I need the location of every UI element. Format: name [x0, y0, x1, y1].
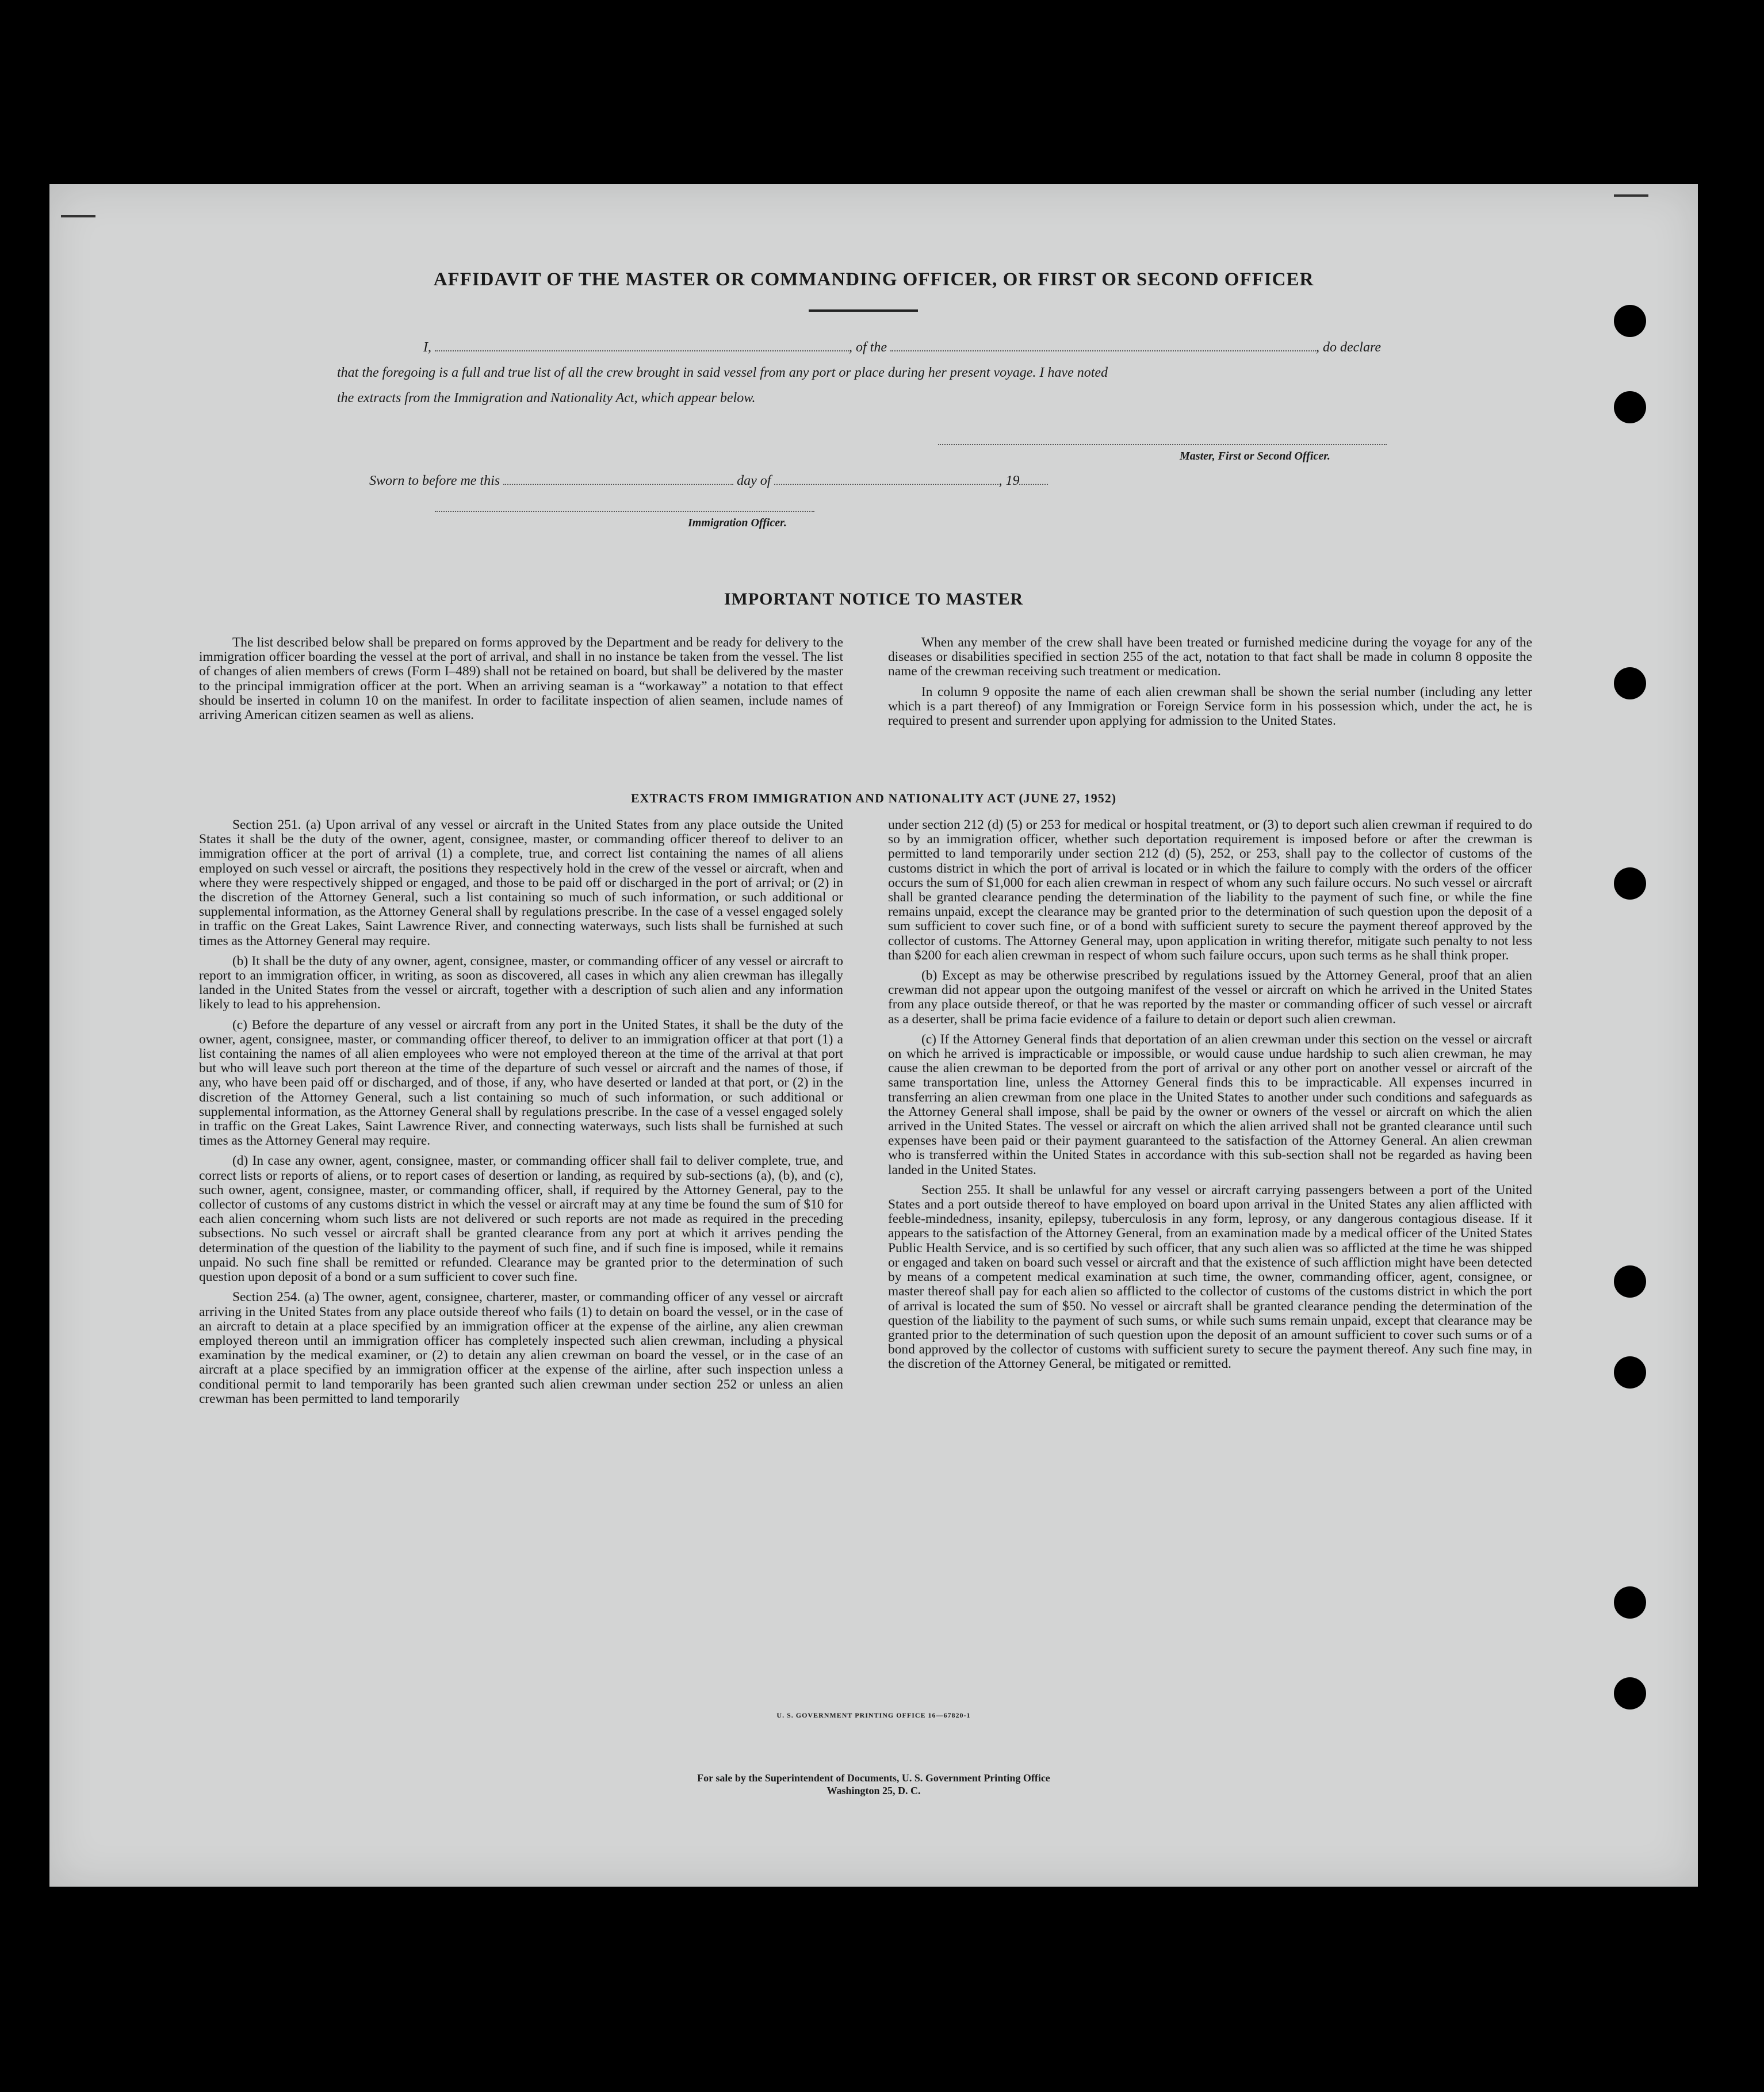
- master-caption: Master, First or Second Officer.: [1180, 450, 1330, 462]
- sworn-year-field[interactable]: [1019, 471, 1048, 485]
- day-of-label: day of: [737, 473, 771, 488]
- section-254-b: (b) Except as may be otherwise prescribed by regulations issued by the Attorney General, proof that an alien crewman did not appear upon the outgoing manifest of the vessel or aircraft on which he arrived in the United States from any place outside thereof, or that he was reported by the master or commanding officer of such vessel or aircraft as a deserter, shall be prima facie evidence of a failure to detain or deport such alien crewman.: [888, 968, 1532, 1027]
- binder-hole-6: [1614, 1356, 1646, 1389]
- extracts-right-column: [888, 818, 1532, 1378]
- sworn-month-field[interactable]: [774, 471, 998, 485]
- binder-hole-8: [1614, 1677, 1646, 1709]
- notice-left-column: [199, 636, 843, 728]
- declaration-line-1: [337, 335, 1447, 360]
- section-254-a-continued: under section 212 (d) (5) or 253 for medical or hospital treatment, or (3) to deport such alien crewman if required to do so by an immigration officer, whether such deportation requirement is imposed before or after the crewman is permitted to land temporarily under section 212 (d) (5), 252, or 253, shall pay to the collector of customs of the customs district in which the port of arrival is located or in which the failure to comply with the orders of the officer occurs the sum of $1,000 for each alien crewman in respect of whom any such failure occurs. No such vessel or aircraft shall be granted clearance pending the determination of the liability to the payment of such fine, or while the fine remains unpaid, except the clearance may be granted prior to the determination of such question upon the deposit of a sum sufficient to cover such fine, or of a bond with sufficient surety to secure the payment thereof approved by the collector of customs. The Attorney General may, upon application in writing therefor, mitigate such penalty to not less than $200 for each alien crewman in respect of whom such failure occurs, upon such terms as he shall think proper.: [888, 817, 1532, 963]
- declaration-line-2: that the foregoing is a full and true list of all the crew brought in said vessel from any port or place during her present voyage. I have noted: [337, 365, 1108, 380]
- binder-hole-2: [1614, 391, 1646, 423]
- notice-right-column: [888, 636, 1532, 734]
- vessel-field[interactable]: [890, 338, 1316, 351]
- sworn-day-field[interactable]: [503, 471, 733, 485]
- for-sale-line-1: For sale by the Superintendent of Documents, U. S. Government Printing Office: [697, 1772, 1050, 1784]
- officer-caption: Immigration Officer.: [688, 517, 787, 529]
- declaration-of-the: , of the: [849, 340, 887, 355]
- section-254-c: (c) If the Attorney General finds that deportation of an alien crewman under this section on the vessel or aircraft on which he arrived is impracticable or impossible, or would cause undue hardship to such alien crewman, he may cause the alien crewman to be deported from the port of arrival or any other port on another vessel or aircraft of the same transportation line, unless the Attorney General finds this to be impracticable. All expenses incurred in transferring an alien crewman from one place in the United States to another under such conditions and safeguards as the Attorney General shall impose, shall be paid by the owner or owners of the vessel or aircraft on which the alien arrived in the United States. The vessel or aircraft on which the alien arrived shall not be granted clearance until such expenses have been paid or their payment guaranteed to the satisfaction of the Attorney General. An alien crewman who is transferred within the United States in accordance with this sub-section shall not be regarded as having been landed in the United States.: [888, 1031, 1532, 1177]
- year-label: , 19: [998, 473, 1020, 488]
- declaration-line-3: the extracts from the Immigration and Nationality Act, which appear below.: [337, 391, 756, 406]
- section-251-b: (b) It shall be the duty of any owner, agent, consignee, master, or commanding officer of any vessel or aircraft to report to an immigration officer, in writing, as soon as discovered, all cases in which any alien crewman has illegally landed in the United States from the vessel or aircraft, together with a description of such alien and any information likely to lead to his apprehension.: [199, 953, 843, 1012]
- binder-hole-3: [1614, 667, 1646, 699]
- declaration-i: I,: [423, 340, 431, 355]
- officer-signature-line[interactable]: [435, 511, 814, 512]
- section-254-a: Section 254. (a) The owner, agent, consignee, charterer, master, or commanding officer of any vessel or aircraft arriving in the United States from any place outside thereof who fails (1) to detain on board the vessel, or in the case of an aircraft to detain at a place specified by an immigration officer at the expense of the airline, any alien crewman employed thereon until an immigration officer has completely inspected such alien crewman, including a physical examination by the medical examiner, or (2) to detain any alien crewman on board the vessel, or in the case of an aircraft at a place specified by an immigration officer at the expense of the airline, after such inspection unless a conditional permit to land temporarily has been granted such alien crewman under section 252 or unless an alien crewman has been permitted to land temporarily: [199, 1290, 843, 1406]
- for-sale-notice: [49, 1772, 1698, 1797]
- sworn-line: [369, 468, 1232, 494]
- section-251-a: Section 251. (a) Upon arrival of any vessel or aircraft in the United States from any place outside the United States it shall be the duty of the owner, agent, consignee, master, or commanding officer thereof to deliver to an immigration officer at the port of arrival (1) a complete, true, and correct list containing the names of all aliens employed on such vessel or aircraft, the positions they respectively hold in the crew of the vessel or aircraft, when and where they were respectively shipped or engaged, and those to be paid off or discharged in the port of arrival; or (2) in the discretion of the Attorney General, such a list containing so much of such information, or such additional or supplemental information, as the Attorney General shall by regulations prescribe. In the case of a vessel engaged solely in traffic on the Great Lakes, Saint Lawrence River, and connecting waterways, such lists shall be furnished at such times as the Attorney General may require.: [199, 817, 843, 949]
- binder-hole-7: [1614, 1586, 1646, 1619]
- binder-hole-4: [1614, 867, 1646, 900]
- notice-right-paragraph-2: In column 9 opposite the name of each alien crewman shall be shown the serial number (including any letter which is a part thereof) of any Immigration or Foreign Service form in his possession which, under the act, he is required to present and surrender upon applying for admission to the United States.: [888, 684, 1532, 729]
- name-field[interactable]: [435, 338, 849, 351]
- gpo-imprint: U. S. GOVERNMENT PRINTING OFFICE 16—67820-1: [776, 1711, 971, 1719]
- notice-left-paragraph: The list described below shall be prepared on forms approved by the Department and be ready for delivery to the immigration officer boarding the vessel at the port of arrival, and shall in no instance be taken from the vessel. The list of changes of alien members of crews (Form I–489) shall not be retained on board, but shall be delivered by the master to the principal immigration officer at the port. When an arriving seaman is a “workaway” a notation to that effect should be inserted in column 10 on the manifest. In order to facilitate inspection of alien seamen, include names of arriving American citizen seamen as well as aliens.: [199, 635, 843, 723]
- section-251-d: (d) In case any owner, agent, consignee, master, or commanding officer shall fail to deliver complete, true, and correct lists or reports of aliens, or to report cases of desertion or landing, as required by sub-sections (a), (b), and (c), such owner, agent, consignee, master, or commanding officer, shall, if required by the Attorney General, pay to the collector of customs of any customs district in which the vessel or aircraft may at any time be found the sum of $10 for each alien concerning whom such lists are not delivered or such reports are not made as required in the preceding subsections. No such vessel or aircraft shall be granted clearance from any port at which it arrives pending the determination of the question of the liability to the payment of such fine, and if such fine is imposed, while it remains unpaid. No such fine shall be remitted or refunded. Clearance may be granted prior to the determination of such question upon deposit of a bond or a sum sufficient to cover such fine.: [199, 1153, 843, 1285]
- binder-hole-1: [1614, 305, 1646, 337]
- notice-right-paragraph-1: When any member of the crew shall have been treated or furnished medicine during the voyage for any of the diseases or disabilities specified in section 255 of the act, notation to that fact shall be made in column 8 opposite the name of the crewman receiving such treatment or medication.: [888, 635, 1532, 679]
- for-sale-line-2: Washington 25, D. C.: [826, 1785, 921, 1796]
- extracts-title: EXTRACTS FROM IMMIGRATION AND NATIONALITY ACT (JUNE 27, 1952): [630, 791, 1117, 805]
- affidavit-title: AFFIDAVIT OF THE MASTER OR COMMANDING OFFICER, OR FIRST OR SECOND OFFICER: [433, 269, 1314, 290]
- edge-mark-right: [1614, 194, 1648, 197]
- edge-mark-left: [61, 215, 95, 217]
- master-signature-line[interactable]: [938, 444, 1387, 445]
- binder-hole-5: [1614, 1265, 1646, 1298]
- section-255: Section 255. It shall be unlawful for any vessel or aircraft carrying passengers between a port of the United States and a port outside thereof to have employed on board upon arrival in the United States any alien afflicted with feeble-mindedness, insanity, epilepsy, tuberculosis in any form, leprosy, or any dangerous contagious disease. If it appears to the satisfaction of the Attorney General, from an examination made by a medical officer of the United States Public Health Service, and is so certified by such officer, that any such alien was so afflicted at the time he was shipped or engaged and taken on board such vessel or aircraft and that the existence of such affliction might have been detected by means of a competent medical examination at such time, the owner, commanding officer, agent, consignee, or master thereof shall pay for each alien so afflicted to the collector of customs of the customs district in which the port of arrival is located the sum of $50. No vessel or aircraft shall be granted clearance pending the determination of the question of the liability to the payment of such sums, or while such sums remain unpaid, except that clearance may be granted prior to the determination of such question upon the deposit of an amount sufficient to cover such sums or of a bond approved by the collector of customs with sufficient surety to secure the payment thereof. Any such fine may, in the discretion of the Attorney General, be mitigated or remitted.: [888, 1182, 1532, 1372]
- form-sheet: [49, 184, 1698, 1887]
- extracts-left-column: [199, 818, 843, 1412]
- title-rule: [809, 309, 918, 312]
- notice-title: IMPORTANT NOTICE TO MASTER: [724, 590, 1024, 609]
- section-251-c: (c) Before the departure of any vessel or aircraft from any port in the United States, it shall be the duty of the owner, agent, consignee, master, or commanding officer thereof, to deliver to an immigration officer at that port (1) a list containing the names of all alien employees who were not employed thereon at the time of the arrival at that port but who will leave such port thereon at the time of the departure of such vessel or aircraft and the names of those, if any, who have been paid off or discharged, and of those, if any, who have deserted or landed at that port, or (2) in the discretion of the Attorney General, such a list containing so much of such information, or such additional or supplemental information, as the Attorney General shall by regulations prescribe. In the case of a vessel engaged solely in traffic on the Great Lakes, Saint Lawrence River, and connecting waterways, such lists shall be furnished at such times as the Attorney General may require.: [199, 1017, 843, 1149]
- declaration-declare: , do declare: [1316, 340, 1382, 355]
- sworn-label: Sworn to before me this: [369, 473, 500, 488]
